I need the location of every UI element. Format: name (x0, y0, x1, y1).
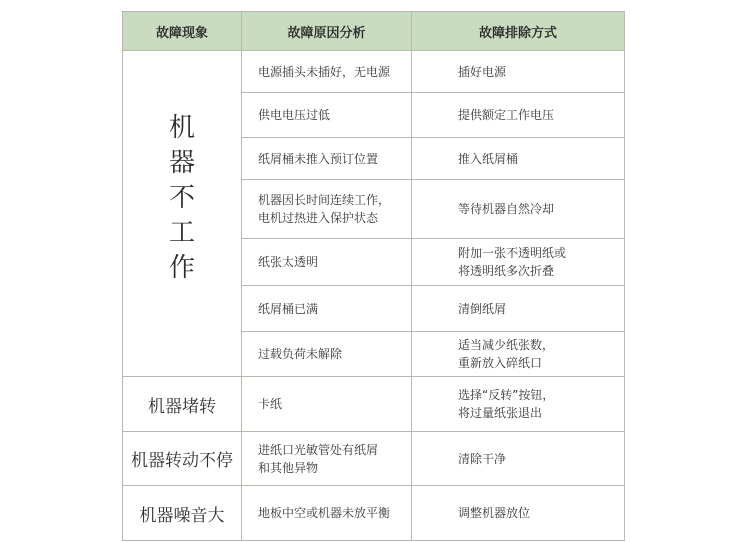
symptom-text: 机器噪音大 (139, 505, 225, 526)
symptom-text: 机器不工作 (169, 113, 196, 283)
cause-cell (242, 377, 412, 432)
cause-text: 电机过热进入保护状态 (258, 211, 379, 225)
fix-text: 选择“反转”按钮， (458, 388, 555, 402)
fix-cell (412, 93, 625, 138)
cause-text: 和其他异物 (258, 460, 319, 475)
cause-cell (242, 432, 412, 486)
fix-text: 清倒纸屑 (458, 301, 507, 316)
fix-cell (412, 286, 625, 332)
cause-cell (242, 486, 412, 541)
fix-cell (412, 180, 625, 239)
table-row (123, 486, 625, 541)
header-cause: 故障原因分析 (242, 12, 412, 51)
symptom-text: 机器转动不停 (131, 451, 233, 471)
fix-text: 调整机器放位 (458, 506, 531, 520)
cause-text: 过载负荷未解除 (258, 347, 343, 361)
fix-cell (412, 138, 625, 180)
fix-text: 附加一张不透明纸或 (458, 246, 567, 260)
cause-cell (242, 93, 412, 138)
fix-cell (412, 486, 625, 541)
symptom-cell (123, 51, 242, 377)
fix-text: 将过量纸张退出 (458, 406, 543, 420)
symptom-text: 机器堵转 (148, 396, 216, 417)
symptom-cell (123, 432, 242, 486)
fault-table (122, 11, 625, 541)
cause-text: 纸张太透明 (258, 255, 319, 269)
cause-cell (242, 239, 412, 286)
fix-text: 插好电源 (458, 64, 507, 79)
fix-cell (412, 432, 625, 486)
fix-text: 等待机器自然冷却 (458, 202, 555, 216)
header-row (123, 12, 625, 51)
table-row (123, 51, 625, 93)
cause-text: 电源插头未插好，无电源 (258, 64, 391, 79)
fix-text: 推入纸屑桶 (458, 151, 519, 166)
fix-cell (412, 51, 625, 93)
cause-text: 地板中空或机器未放平衡 (258, 506, 391, 520)
header-fix: 故障排除方式 (412, 12, 625, 51)
table-row (123, 377, 625, 432)
cause-text: 进纸口光敏管处有纸屑 (258, 442, 379, 457)
fix-text: 提供额定工作电压 (458, 108, 555, 122)
symptom-cell (123, 486, 242, 541)
cause-cell (242, 138, 412, 180)
fix-text: 将透明纸多次折叠 (458, 264, 555, 278)
cause-cell (242, 286, 412, 332)
fix-text: 适当减少纸张数， (458, 338, 555, 352)
cause-text: 纸屑桶未推入预订位置 (258, 151, 379, 166)
fix-cell (412, 377, 625, 432)
table-row (123, 432, 625, 486)
cause-text: 纸屑桶已满 (258, 301, 319, 316)
fix-cell (412, 332, 625, 377)
cause-text: 卡纸 (258, 397, 283, 411)
fix-text: 重新放入碎纸口 (458, 356, 543, 370)
cause-cell (242, 180, 412, 239)
header-symptom: 故障现象 (123, 12, 242, 51)
cause-cell (242, 51, 412, 93)
fix-cell (412, 239, 625, 286)
fix-text: 清除干净 (458, 451, 507, 466)
cause-cell (242, 332, 412, 377)
cause-text: 供电电压过低 (258, 108, 331, 122)
cause-text: 机器因长时间连续工作， (258, 193, 391, 207)
symptom-cell (123, 377, 242, 432)
